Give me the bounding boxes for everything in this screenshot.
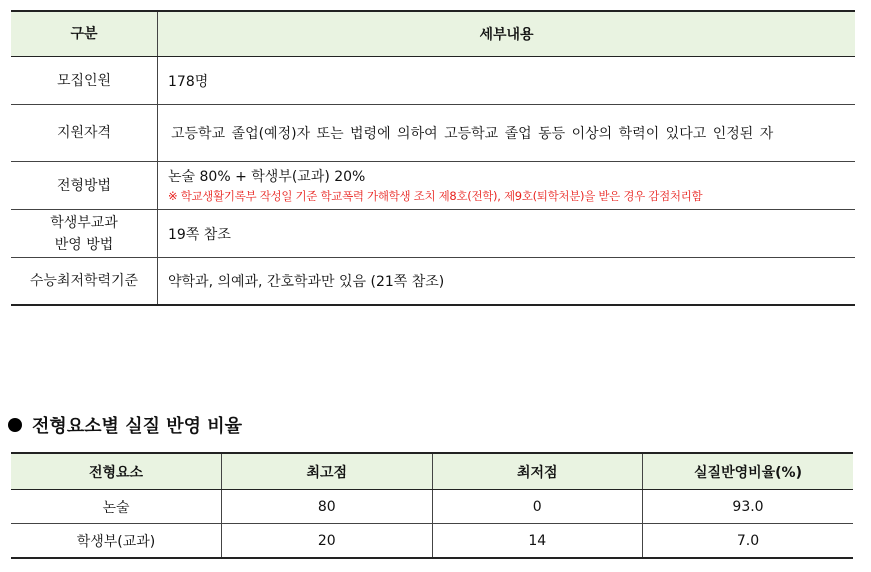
cell-element: 논술	[11, 490, 222, 524]
ratio-table	[11, 452, 853, 559]
bullet-icon	[8, 418, 22, 432]
header-min: 최저점	[432, 453, 643, 490]
table-row	[11, 490, 853, 524]
admission-info-table	[11, 10, 855, 306]
section-title	[8, 412, 242, 438]
row-label: 지원자격	[11, 105, 158, 162]
header-category: 구분	[11, 11, 158, 57]
table-row	[11, 57, 855, 105]
header-details: 세부내용	[158, 11, 856, 57]
header-ratio: 실질반영비율(%)	[643, 453, 854, 490]
row-value: 178명	[158, 57, 856, 105]
cell-min: 14	[432, 524, 643, 559]
row-value	[158, 162, 856, 210]
table-row	[11, 162, 855, 210]
row-label	[11, 210, 158, 258]
ratio-header-row	[11, 453, 853, 490]
row-value: 19쪽 참조	[158, 210, 856, 258]
cell-max: 80	[222, 490, 433, 524]
row-label-line: 반영 방법	[54, 236, 114, 253]
cell-min: 0	[432, 490, 643, 524]
header-element: 전형요소	[11, 453, 222, 490]
info-header-row	[11, 11, 855, 57]
eligibility-text: 고등학교 졸업(예정)자 또는 법령에 의하여 고등학교 졸업 동등 이상의 학력이 있다고 인정된 자	[171, 126, 774, 142]
cell-element: 학생부(교과)	[11, 524, 222, 559]
table-row	[11, 210, 855, 258]
cell-ratio: 93.0	[643, 490, 854, 524]
section-title-text: 전형요소별 실질 반영 비율	[32, 416, 243, 437]
row-label: 수능최저학력기준	[11, 258, 158, 306]
cell-max: 20	[222, 524, 433, 559]
row-label: 모집인원	[11, 57, 158, 105]
selection-method-text: 논술 80% + 학생부(교과) 20%	[168, 168, 366, 185]
row-label-line: 학생부교과	[50, 214, 118, 231]
table-row	[11, 105, 855, 162]
header-max: 최고점	[222, 453, 433, 490]
row-value	[158, 105, 856, 162]
penalty-note: ※ 학교생활기록부 작성일 기준 학교폭력 가해학생 조치 제8호(전학), 제9호(퇴학처분)을 받은 경우 감점처리함	[168, 188, 703, 203]
table-row	[11, 524, 853, 559]
row-value: 약학과, 의예과, 간호학과만 있음 (21쪽 참조)	[168, 274, 445, 290]
cell-ratio: 7.0	[643, 524, 854, 559]
table-row	[11, 258, 855, 306]
row-label: 전형방법	[11, 162, 158, 210]
